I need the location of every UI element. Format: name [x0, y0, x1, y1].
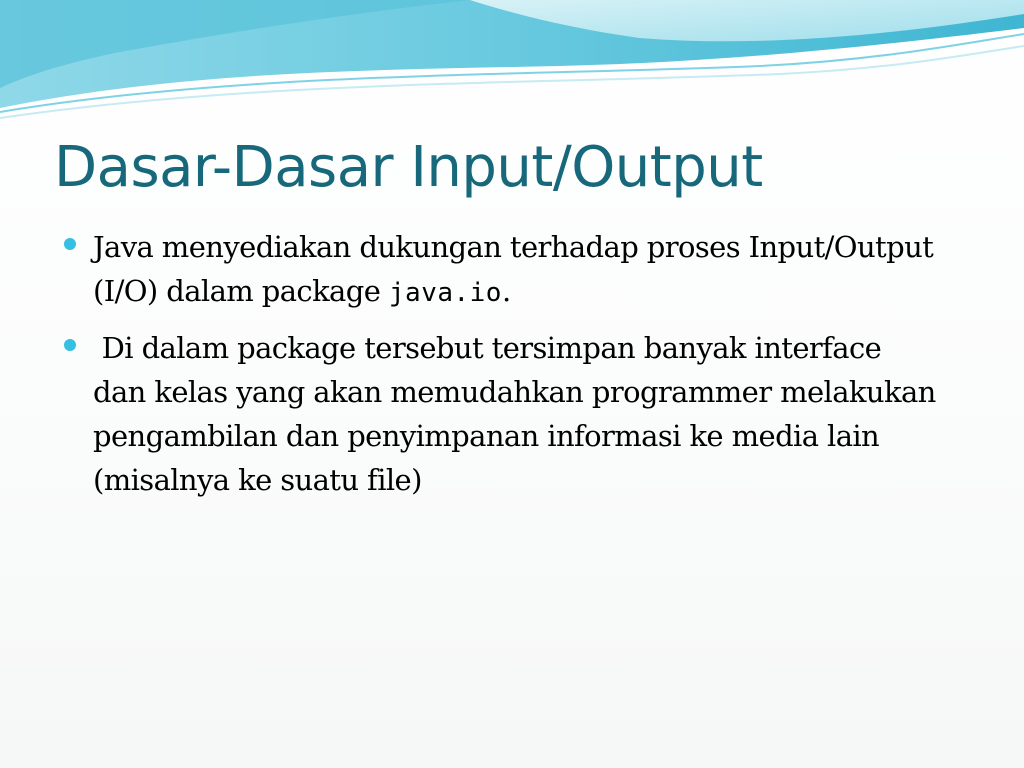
slide-title: Dasar-Dasar Input/Output: [54, 135, 763, 200]
header-wave-decoration: [0, 0, 1024, 120]
bullet-item: [62, 326, 945, 502]
bullet-text: Java menyediakan dukungan terhadap proses Input/Output (I/O) dalam package: [93, 230, 934, 308]
bullet-marker-icon: [64, 238, 76, 250]
bullet-text: Di dalam package tersebut tersimpan banyak interface dan kelas yang akan memudahkan programmer melakukan pengambilan dan penyimpanan informasi ke media lain (misalnya ke suatu file): [93, 331, 945, 497]
bullet-list: [62, 225, 945, 513]
package-code: java.io: [388, 278, 502, 308]
bullet-text-end: .: [501, 274, 511, 308]
bullet-marker-icon: [64, 339, 76, 351]
bullet-item: [62, 225, 942, 315]
